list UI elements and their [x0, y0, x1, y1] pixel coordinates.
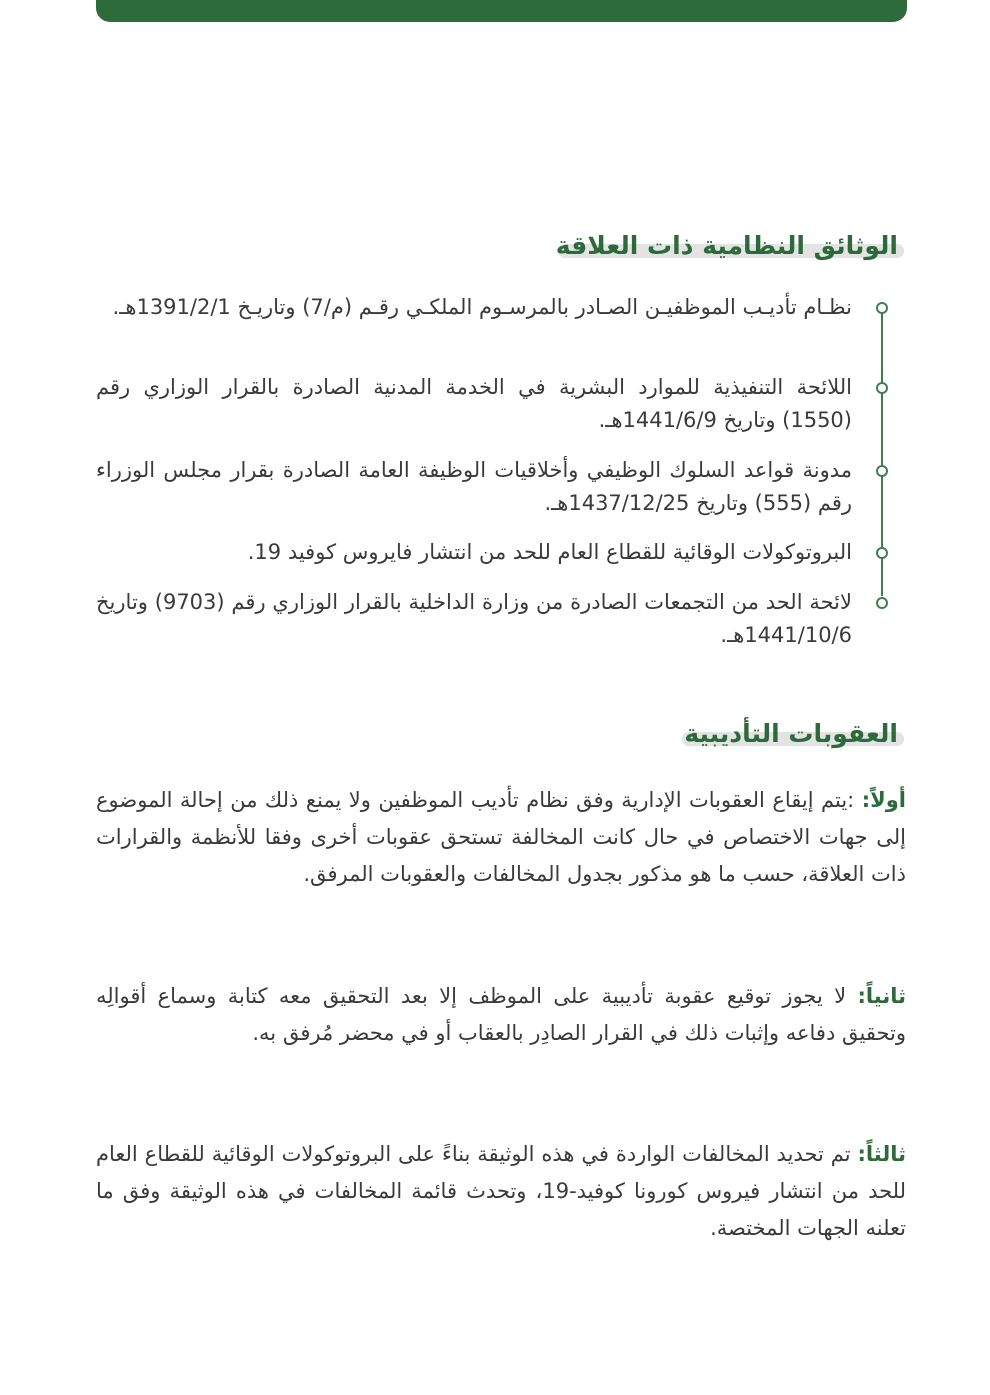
paragraph-lead: أولاً:: [861, 788, 906, 812]
timeline-item-text: لائحة الحد من التجمعات الصادرة من وزارة الداخلية بالقرار الوزاري رقم (9703) وتاريخ 1441/10/6هـ.: [96, 590, 853, 647]
penalty-paragraph-3: [96, 1136, 906, 1247]
penalty-paragraph-1: [96, 782, 906, 893]
paragraph-text: تم تحديد المخالفات الواردة في هذه الوثيقة بناءً على البروتوكولات الوقائية للقطاع العام للحد من انتشار فيروس كورونا كوفيد-19، وتحدث قائمة المخالفات في هذه الوثيقة وفق ما تعلنه الجهات المختصة.: [96, 1142, 906, 1240]
paragraph-lead: ثالثاً:: [857, 1142, 906, 1166]
timeline-dot-icon: [876, 302, 888, 314]
timeline-dot-icon: [876, 465, 888, 477]
timeline-dot-icon: [876, 382, 888, 394]
paragraph-text: :يتم إيقاع العقوبات الإدارية وفق نظام تأديب الموظفين ولا يمنع ذلك من إحالة الموضوع إلى جهات الاختصاص في حال كانت المخالفة تستحق عقوبات أخرى وفقا للأنظمة والقرارات ذات العلاقة، حسب ما هو مذكور بجدول المخالفات والعقوبات المرفق.: [96, 788, 906, 886]
section-heading-docs: [542, 230, 904, 260]
section-title-docs: الوثائق النظامية ذات العلاقة: [555, 230, 898, 260]
timeline-item-text: نظـام تأديـب الموظفيـن الصـادر بالمرسـوم الملكـي رقـم (م/7) وتاريـخ 1391/2/1هـ.: [112, 295, 852, 319]
section-heading-penalties: [670, 718, 904, 748]
paragraph-lead: ثانياً:: [857, 984, 906, 1008]
paragraph-text: لا يجوز توقيع عقوبة تأديبية على الموظف إلا بعد التحقيق معه كتابة وسماع أقوالِه وتحقيق دفاعه وإثبات ذلك في القرار الصادِر بالعقاب أو في محضر مُرفق به.: [96, 984, 906, 1045]
timeline-item-text: اللائحة التنفيذية للموارد البشرية في الخدمة المدنية الصادرة بالقرار الوزاري رقم (1550) وتاريخ 1441/6/9هـ.: [96, 375, 852, 432]
section-title-penalties: العقوبات التأديبية: [684, 718, 898, 748]
timeline-item-text: البروتوكولات الوقائية للقطاع العام للحد من انتشار فايروس كوفيد 19.: [247, 540, 852, 564]
penalty-paragraph-2: [96, 978, 906, 1052]
header-bar: [96, 0, 907, 22]
timeline-item-text: مدونة قواعد السلوك الوظيفي وأخلاقيات الوظيفة العامة الصادرة بقرار مجلس الوزراء رقم (555) وتاريخ 1437/12/25هـ.: [96, 458, 852, 515]
timeline-dot-icon: [876, 547, 888, 559]
timeline-dot-icon: [876, 597, 888, 609]
